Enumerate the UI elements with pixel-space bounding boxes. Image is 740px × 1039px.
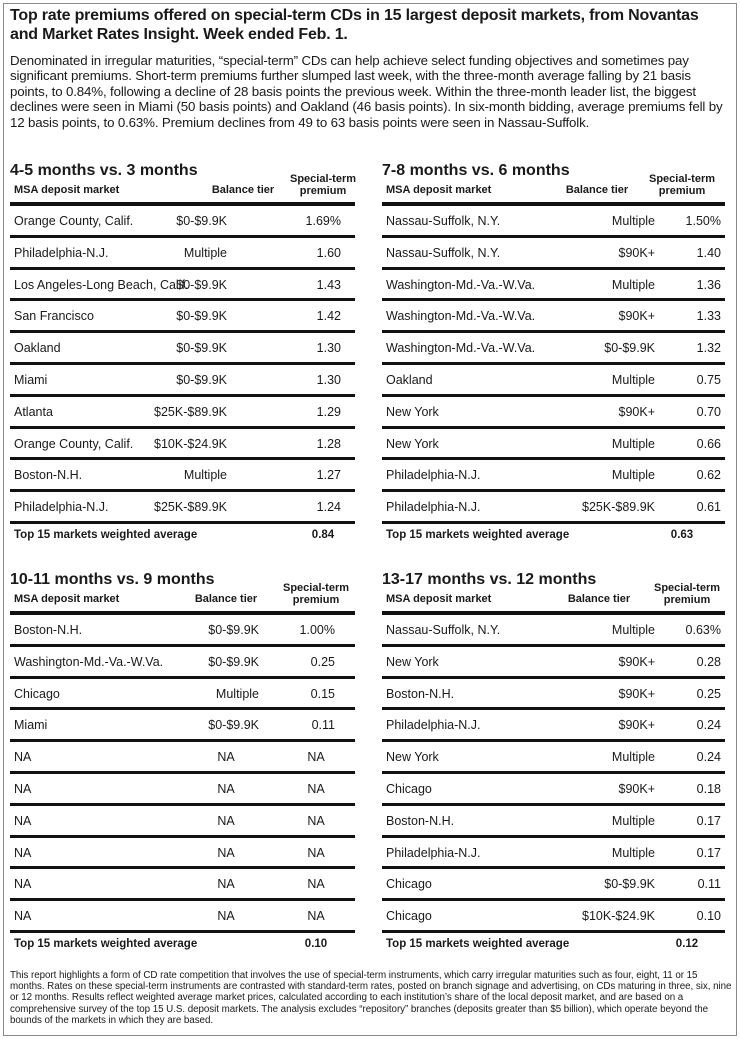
column-header-premium — [647, 582, 727, 606]
table-panel — [382, 569, 725, 955]
table-row — [10, 492, 355, 524]
table-row — [382, 270, 725, 302]
cell-market: Chicago — [386, 781, 432, 796]
cell-premium: 1.50% — [685, 214, 721, 228]
table-row — [382, 429, 725, 461]
cell-tier: Multiple — [611, 845, 655, 860]
cell-premium: NA — [307, 813, 325, 828]
column-header-premium — [276, 582, 356, 606]
table-row — [382, 333, 725, 365]
cell-premium: NA — [307, 750, 325, 765]
table-row — [382, 901, 725, 933]
cell-market: Oakland — [386, 372, 433, 387]
table-row — [10, 206, 355, 238]
table-row — [382, 238, 725, 270]
cell-premium: 0.11 — [311, 718, 335, 733]
cell-premium: 0.25 — [696, 686, 721, 701]
cell-tier: NA — [217, 750, 235, 765]
cell-premium: 1.29 — [316, 404, 341, 419]
cell-tier: Multiple — [611, 468, 655, 483]
column-header-market: MSA deposit market — [14, 184, 120, 196]
weighted-average-row — [10, 933, 355, 955]
cell-tier: NA — [217, 781, 235, 796]
cell-market: NA — [14, 877, 32, 892]
cell-tier: $90K+ — [618, 245, 655, 260]
cell-market: Oakland — [14, 341, 61, 356]
report-footnote: This report highlights a form of CD rate competition that involves the use of special-term instruments, which carry irregular maturities such as four, eight, 11 or 15 months. Rates on these special-term instruments are contrasted with standard-term rates, posted on branch signage and advertising, on CDs maturing in three, six, nine or 12 months. Results reflect weighted average market prices, calculated according to each institution’s share of the local deposit market, and are based on a comprehensive survey of the top 15 U.S. deposit markets. The analysis excludes “repository” branches (deposits greater than $5 billion), which operate beyond the bounds of the markets in which they are based. — [10, 970, 732, 1026]
table-row — [10, 301, 355, 333]
table-row — [382, 301, 725, 333]
table-row — [10, 742, 355, 774]
cell-tier: $0-$9.9K — [176, 372, 227, 387]
table-row — [10, 460, 355, 492]
weighted-average-label: Top 15 markets weighted average — [386, 528, 570, 541]
table-row — [10, 270, 355, 302]
table-row — [382, 774, 725, 806]
weighted-average-row — [10, 524, 355, 546]
cell-tier: $90K+ — [618, 686, 655, 701]
table-row — [382, 838, 725, 870]
cell-market: Washington-Md.-Va.-W.Va. — [386, 341, 536, 356]
table-heading: 13-17 months vs. 12 months — [382, 571, 597, 588]
column-header-row — [382, 173, 725, 206]
table-row — [10, 679, 355, 711]
cell-premium: 1.00% — [299, 623, 335, 637]
cell-premium: NA — [307, 845, 325, 860]
cell-tier: $0-$9.9K — [176, 341, 227, 356]
cell-market: Washington-Md.-Va.-W.Va. — [14, 654, 164, 669]
cell-market: Miami — [14, 718, 48, 733]
cell-tier: Multiple — [183, 245, 227, 260]
cell-tier: $10K-$24.9K — [154, 436, 227, 451]
cell-market: Orange County, Calif. — [14, 214, 134, 228]
column-header-premium-line2: premium — [299, 185, 347, 197]
table-panel — [10, 569, 355, 955]
column-header-market: MSA deposit market — [386, 593, 492, 605]
table-row — [10, 901, 355, 933]
cell-premium: 0.17 — [696, 845, 721, 860]
cell-premium: 0.24 — [696, 750, 721, 765]
column-header-premium-line1: Special-term — [289, 173, 357, 185]
table-row — [10, 869, 355, 901]
cell-market: Nassau-Suffolk, N.Y. — [386, 245, 501, 260]
cell-market: Washington-Md.-Va.-W.Va. — [386, 309, 536, 324]
table-row — [382, 615, 725, 647]
column-header-row — [10, 173, 357, 206]
cell-market: Philadelphia-N.J. — [386, 468, 481, 483]
cell-premium: 0.25 — [310, 654, 335, 669]
cell-tier: Multiple — [215, 686, 259, 701]
cell-market: Orange County, Calif. — [14, 436, 134, 451]
table-row — [382, 806, 725, 838]
cell-premium: 0.17 — [696, 813, 721, 828]
table-row — [382, 679, 725, 711]
table-row — [10, 710, 355, 742]
cell-market: Washington-Md.-Va.-W.Va. — [386, 277, 536, 292]
cell-market: Philadelphia-N.J. — [386, 500, 481, 515]
cell-market: NA — [14, 909, 32, 924]
table-row — [382, 206, 725, 238]
column-header-tier: Balance tier — [567, 593, 631, 605]
column-header-premium-line2: premium — [292, 594, 340, 606]
cell-tier: NA — [217, 877, 235, 892]
column-header-tier: Balance tier — [565, 184, 629, 196]
cell-market: NA — [14, 813, 32, 828]
cell-tier: NA — [217, 813, 235, 828]
cell-tier: $90K+ — [618, 781, 655, 796]
cell-premium: 0.11 — [697, 877, 721, 892]
cell-tier: Multiple — [611, 813, 655, 828]
cell-tier: $90K+ — [618, 718, 655, 733]
table-row — [382, 492, 725, 524]
table-row — [10, 838, 355, 870]
cell-premium: 0.24 — [696, 718, 721, 733]
cell-tier: $25K-$89.9K — [582, 500, 655, 515]
weighted-average-row — [382, 524, 725, 546]
table-panel — [382, 160, 725, 546]
cell-tier: $25K-$89.9K — [154, 404, 227, 419]
cell-market: Los Angeles-Long Beach, Calif. — [14, 277, 189, 292]
cell-tier: $0-$9.9K — [176, 309, 227, 324]
table-row — [10, 333, 355, 365]
cell-market: New York — [386, 404, 439, 419]
cell-premium: 0.66 — [696, 436, 721, 451]
cell-tier: $0-$9.9K — [208, 623, 259, 637]
table-row — [382, 647, 725, 679]
weighted-average-label: Top 15 markets weighted average — [14, 528, 198, 541]
cell-tier: $10K-$24.9K — [582, 909, 655, 924]
cell-tier: $90K+ — [618, 404, 655, 419]
cell-premium: 0.61 — [696, 500, 721, 515]
table-row — [10, 429, 355, 461]
cell-market: NA — [14, 750, 32, 765]
column-header-tier: Balance tier — [194, 593, 258, 605]
column-header-premium-line1: Special-term — [648, 173, 716, 185]
table-row — [10, 774, 355, 806]
cell-premium: 1.30 — [316, 341, 341, 356]
table-row — [382, 397, 725, 429]
column-header-market: MSA deposit market — [14, 593, 120, 605]
cell-tier: Multiple — [611, 750, 655, 765]
cell-market: Philadelphia-N.J. — [386, 845, 481, 860]
cell-premium: 1.43 — [316, 277, 341, 292]
cell-market: Nassau-Suffolk, N.Y. — [386, 623, 501, 637]
table-row — [10, 647, 355, 679]
column-header-premium — [642, 173, 722, 197]
table-panel — [10, 160, 355, 546]
cell-premium: 1.40 — [696, 245, 721, 260]
cell-premium: 1.60 — [316, 245, 341, 260]
table-row — [10, 615, 355, 647]
cell-premium: 1.69% — [305, 214, 341, 228]
table-row — [382, 365, 725, 397]
cell-tier: $0-$9.9K — [208, 718, 259, 733]
cell-premium: 1.24 — [316, 500, 341, 515]
cell-market: Philadelphia-N.J. — [14, 500, 109, 515]
table-row — [382, 742, 725, 774]
column-header-row — [382, 582, 725, 615]
weighted-average-value: 0.63 — [670, 528, 694, 541]
cell-premium: NA — [307, 781, 325, 796]
cell-premium: 0.63% — [685, 623, 721, 637]
table-row — [10, 365, 355, 397]
table-row — [382, 869, 725, 901]
column-header-premium-line2: premium — [658, 185, 706, 197]
column-header-premium-line1: Special-term — [282, 582, 350, 594]
cell-premium: 0.10 — [696, 909, 721, 924]
cell-tier: Multiple — [611, 623, 655, 637]
cell-tier: $90K+ — [618, 654, 655, 669]
weighted-average-label: Top 15 markets weighted average — [386, 937, 570, 950]
cell-tier: Multiple — [611, 214, 655, 228]
cell-premium: 0.28 — [696, 654, 721, 669]
cell-market: Boston-N.H. — [386, 686, 455, 701]
cell-market: NA — [14, 845, 32, 860]
cell-tier: Multiple — [183, 468, 227, 483]
cell-tier: $0-$9.9K — [604, 877, 655, 892]
table-row — [10, 397, 355, 429]
cell-premium: NA — [307, 909, 325, 924]
cell-premium: 1.33 — [696, 309, 721, 324]
cell-premium: 0.70 — [696, 404, 721, 419]
column-header-market: MSA deposit market — [386, 184, 492, 196]
cell-tier: $25K-$89.9K — [154, 500, 227, 515]
cell-market: Chicago — [14, 686, 60, 701]
cell-market: Philadelphia-N.J. — [386, 718, 481, 733]
cell-premium: NA — [307, 877, 325, 892]
cell-market: Chicago — [386, 909, 432, 924]
cell-premium: 0.18 — [696, 781, 721, 796]
cell-market: Philadelphia-N.J. — [14, 245, 109, 260]
column-header-premium — [283, 173, 363, 197]
weighted-average-label: Top 15 markets weighted average — [14, 937, 198, 950]
cell-tier: $0-$9.9K — [176, 277, 227, 292]
cell-premium: 1.42 — [316, 309, 341, 324]
cell-tier: Multiple — [611, 372, 655, 387]
table-row — [10, 806, 355, 838]
table-heading: 10-11 months vs. 9 months — [10, 571, 215, 588]
weighted-average-value: 0.10 — [304, 937, 328, 950]
cell-premium: 1.32 — [696, 341, 721, 356]
column-header-premium-line2: premium — [663, 594, 711, 606]
cell-market: Chicago — [386, 877, 432, 892]
table-heading: 7-8 months vs. 6 months — [382, 162, 570, 179]
cell-tier: $0-$9.9K — [208, 654, 259, 669]
cell-market: Boston-N.H. — [386, 813, 455, 828]
table-row — [10, 238, 355, 270]
table-row — [382, 710, 725, 742]
cell-market: Boston-N.H. — [14, 468, 83, 483]
cell-tier: $90K+ — [618, 309, 655, 324]
cell-premium: 1.36 — [696, 277, 721, 292]
cell-tier: $0-$9.9K — [604, 341, 655, 356]
cell-market: NA — [14, 781, 32, 796]
report-title: Top rate premiums offered on special-term CDs in 15 largest deposit markets, from Novantas and Market Rates Insight. Week ended Feb. 1. — [10, 7, 699, 43]
cell-market: Nassau-Suffolk, N.Y. — [386, 214, 501, 228]
cell-premium: 0.75 — [696, 372, 721, 387]
column-header-premium-line1: Special-term — [653, 582, 721, 594]
cell-premium: 1.27 — [316, 468, 341, 483]
cell-premium: 0.15 — [310, 686, 335, 701]
cell-market: New York — [386, 436, 439, 451]
cell-market: New York — [386, 654, 439, 669]
table-heading: 4-5 months vs. 3 months — [10, 162, 198, 179]
cell-tier: Multiple — [611, 436, 655, 451]
table-row — [382, 460, 725, 492]
weighted-average-row — [382, 933, 725, 955]
cell-market: Atlanta — [14, 404, 53, 419]
cell-premium: 1.28 — [316, 436, 341, 451]
cell-market: Boston-N.H. — [14, 623, 83, 637]
cell-tier: NA — [217, 909, 235, 924]
cell-tier: Multiple — [611, 277, 655, 292]
cell-market: Miami — [14, 372, 48, 387]
cell-tier: $0-$9.9K — [176, 214, 227, 228]
cell-premium: 1.30 — [316, 372, 341, 387]
weighted-average-value: 0.12 — [675, 937, 699, 950]
report-intro: Denominated in irregular maturities, “special-term” CDs can help achieve select funding objectives and sometimes pay significant premiums. Short-term premiums further slumped last week, with the three-month average falling by 21 basis points, to 0.84%, following a decline of 28 basis points the previous week. Within the three-month leader list, the biggest declines were seen in Miami (50 basis points) and Oakland (46 basis points). In six-month bidding, average premiums fell by 12 basis points, to 0.63%. Premium declines from 49 to 63 basis points were seen in Nassau-Suffolk. — [10, 53, 723, 130]
cell-market: San Francisco — [14, 309, 94, 324]
column-header-tier: Balance tier — [211, 184, 275, 196]
cell-market: New York — [386, 750, 439, 765]
weighted-average-value: 0.84 — [311, 528, 335, 541]
cell-tier: NA — [217, 845, 235, 860]
cell-premium: 0.62 — [696, 468, 721, 483]
column-header-row — [10, 582, 355, 615]
